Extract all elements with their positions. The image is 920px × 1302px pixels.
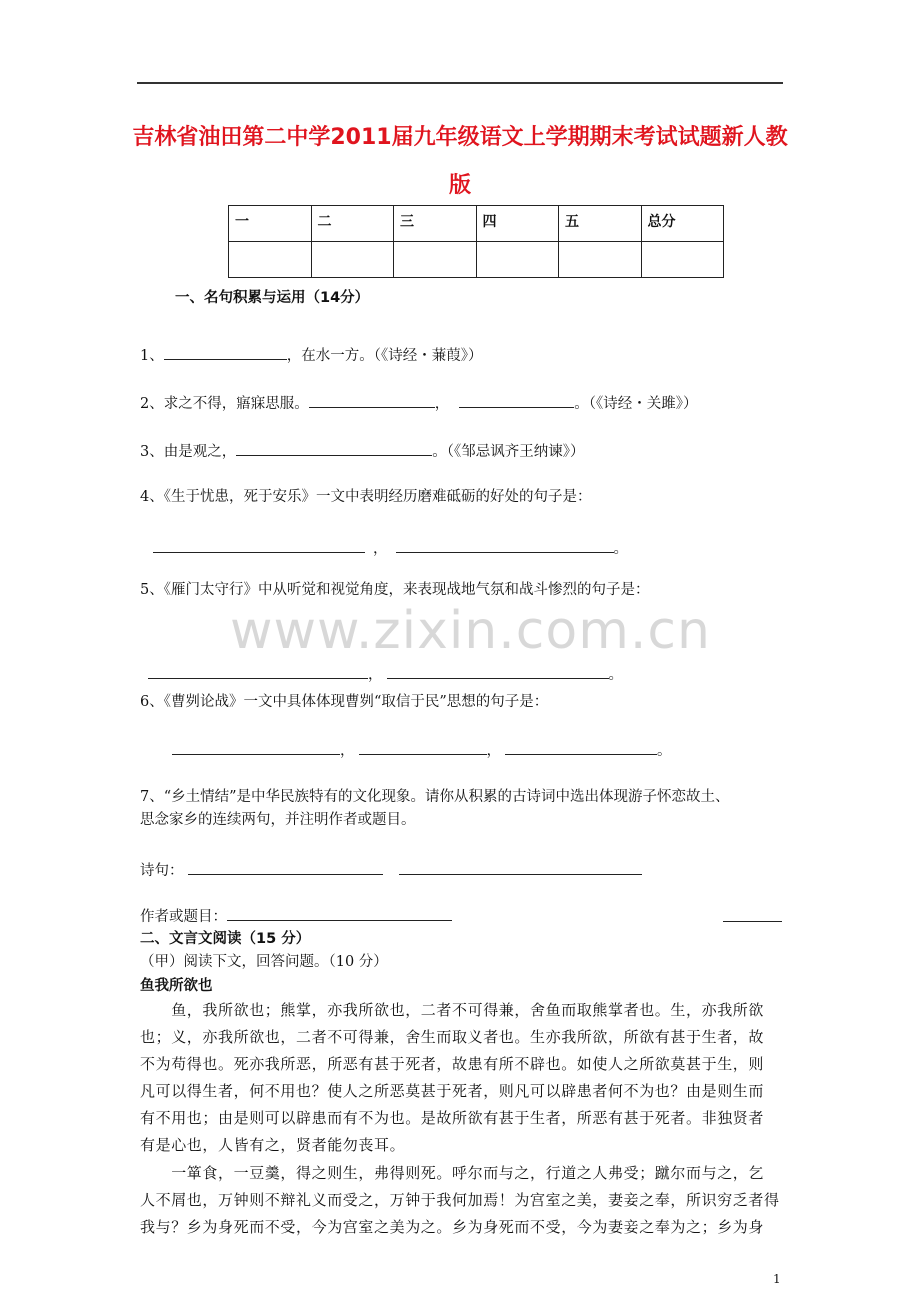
q7-author-blank[interactable] [227,906,452,921]
q5-sep: ， [368,667,383,683]
q2-blank-1[interactable] [309,393,435,408]
passage-line: 一箪食，一豆羹，得之则生，弗得则死。呼尔而与之，行道之人弗受；蹴尔而与之，乞 [140,1164,765,1182]
passage-line: 不为苟得也。死亦我所恶，所恶有甚于死者，故患有所不辟也。如使人之所欲莫甚于生，则 [140,1055,765,1073]
q4-sep: ， [373,541,388,557]
q6-blank-1[interactable] [172,740,340,755]
score-cell[interactable] [476,242,559,278]
q6-answer [172,740,672,760]
score-cell[interactable] [394,242,477,278]
q2-sep: ， [434,396,450,412]
score-cell[interactable] [229,242,312,278]
q5-blank-2[interactable] [387,664,609,679]
score-header: 二 [311,206,394,242]
question-1 [140,345,482,365]
question-6: 6、《曹刿论战》一文中具体体现曹刿“取信于民”思想的句子是： [140,694,549,710]
q3-source: 。（《邹忌讽齐王纳谏》） [432,444,585,460]
q5-blank-1[interactable] [148,664,368,679]
passage-line: 人不屑也，万钟则不辩礼义而受之，万钟于我何加焉！为宫室之美，妻妾之奉，所识穷乏者得 [140,1191,780,1209]
score-cell[interactable] [311,242,394,278]
question-7-line2: 思念家乡的连续两句，并注明作者或题目。 [140,812,416,828]
trailing-blank [723,921,782,922]
q2-text: 2、求之不得，寤寐思服。 [140,396,309,412]
q1-number: 1、 [140,348,164,364]
passage-line: 也；义，亦我所欲也，二者不可得兼，舍生而取义者也。生亦我所欲，所欲有甚于生者，故 [140,1028,765,1046]
passage-line: 凡可以得生者，何不用也？使人之所恶莫甚于死者，则凡可以辟患者何不为也？由是则生而 [140,1082,765,1100]
q6-end: 。 [657,743,672,759]
score-table [228,205,724,278]
q7-poem-blank-1[interactable] [188,860,383,875]
question-2 [140,393,697,413]
q4-end: 。 [613,541,628,557]
question-3 [140,441,584,461]
page-number: 1 [773,1272,781,1286]
passage-line: 有不用也；由是则可以辟患而有不为也。是故所欲有甚于生者，所恶有甚于死者。非独贤者 [140,1109,765,1127]
q1-text: ，在水一方。（《诗经・蒹葭》） [286,348,483,364]
passage-line: 有是心也，人皆有之，贤者能勿丧耳。 [140,1136,406,1154]
q3-blank[interactable] [236,441,432,456]
q6-sep: ， [340,743,355,759]
q6-blank-2[interactable] [359,740,487,755]
q7-author [140,906,452,926]
q4-blank-2[interactable] [396,538,614,553]
q5-answer [148,664,623,684]
watermark: www.zixin.com.cn [230,601,711,661]
score-cell[interactable] [559,242,642,278]
q4-answer [153,538,628,558]
passage-title: 鱼我所欲也 [140,978,213,994]
passage-line: 鱼，我所欲也；熊掌，亦我所欲也，二者不可得兼，舍鱼而取熊掌者也。生，亦我所欲 [140,1001,765,1019]
score-header: 五 [559,206,642,242]
q2-source: 。（《诗经・关雎》） [574,396,698,412]
q2-blank-2[interactable] [459,393,574,408]
score-header: 三 [394,206,477,242]
passage-line: 我与？乡为身死而不受，今为宫室之美为之。乡为身死而不受，今为妻妾之奉为之；乡为身 [140,1218,765,1236]
q7-poem [140,860,642,880]
document-title-cont: 版 [448,173,471,198]
question-4: 4、《生于忧患，死于安乐》一文中表明经历磨难砥砺的好处的句子是： [140,489,592,505]
poem-label: 诗句： [140,863,184,879]
section2-heading: 二、文言文阅读（15 分） [140,931,311,947]
question-7-line1: 7、“乡土情结”是中华民族特有的文化现象。请你从积累的古诗词中选出体现游子怀恋故土、 [140,789,730,805]
q1-blank[interactable] [164,345,287,360]
score-cell[interactable] [641,242,724,278]
score-header: 总分 [641,206,724,242]
score-header: 一 [229,206,312,242]
section2-subheading: （甲）阅读下文，回答问题。（10 分） [140,954,388,970]
q7-poem-blank-2[interactable] [399,860,642,875]
question-5: 5、《雁门太守行》中从听觉和视觉角度，来表现战地气氛和战斗惨烈的句子是： [140,582,650,598]
header-rule [137,82,783,84]
q6-blank-3[interactable] [505,740,657,755]
q5-end: 。 [608,667,623,683]
score-header: 四 [476,206,559,242]
q4-blank-1[interactable] [153,538,365,553]
section1-heading: 一、名句积累与运用（14分） [175,290,370,306]
q6-sep: ， [486,743,501,759]
q3-text: 3、由是观之， [140,444,237,460]
author-label: 作者或题目： [140,909,227,925]
document-title: 吉林省油田第二中学2011届九年级语文上学期期末考试试题新人教 [132,125,788,150]
